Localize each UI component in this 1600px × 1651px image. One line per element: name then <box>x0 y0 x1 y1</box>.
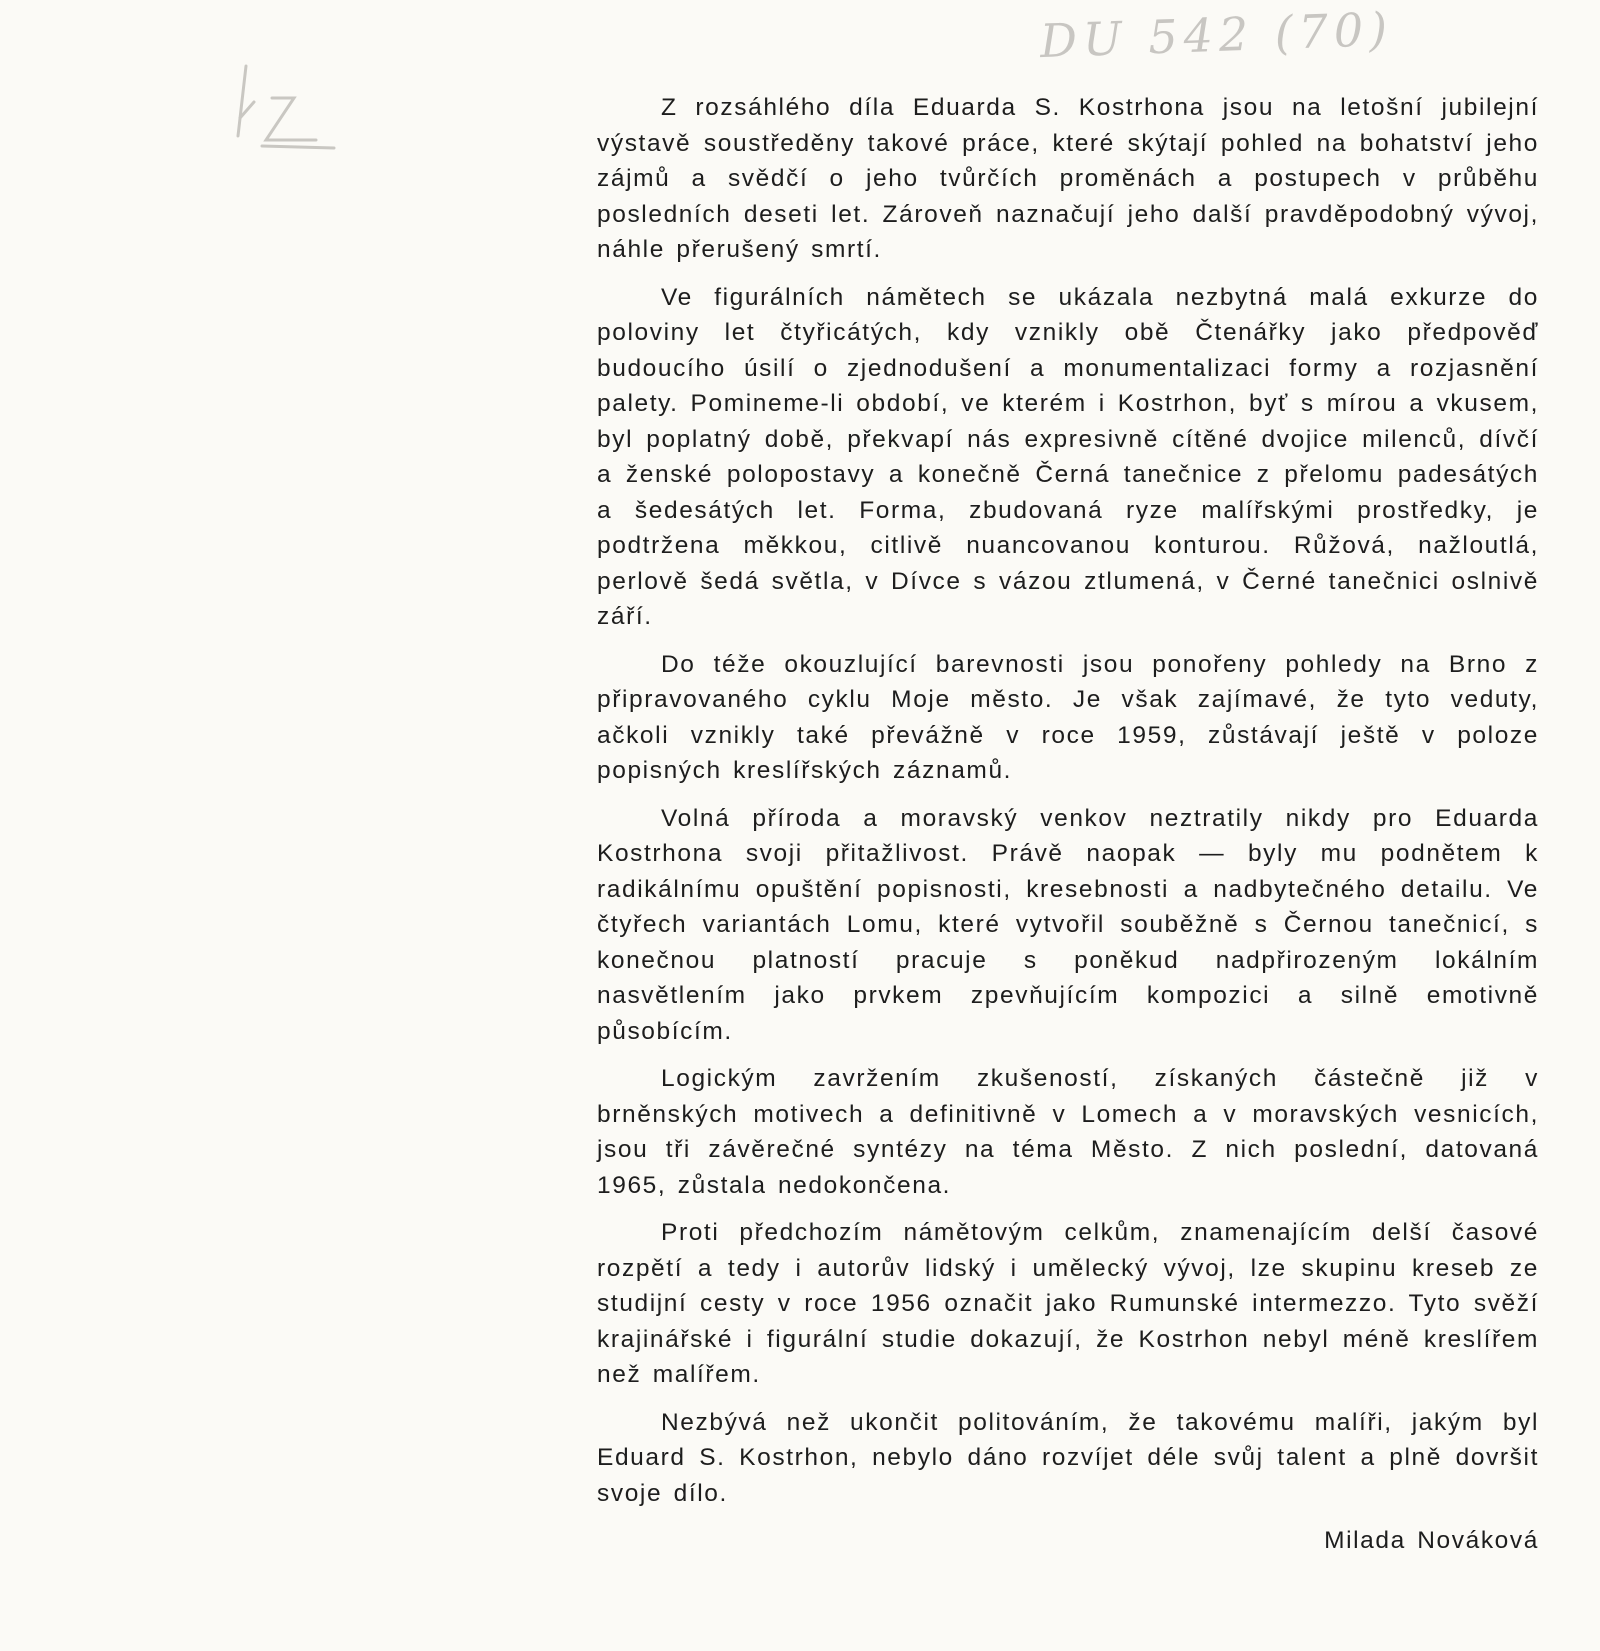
article-body <box>597 90 1539 1559</box>
paragraph-1: Z rozsáhlého díla Eduarda S. Kostrhona jsou na letošní jubilejní výstavě soustředěny takové práce, které skýtají pohled na bohatství jeho zájmů a svědčí o jeho tvůrčích proměnách a postupech v průběhu posledních deseti let. Zároveň naznačují jeho další pravděpodobný vývoj, náhle přerušený smrtí. <box>597 94 1539 263</box>
paragraph-5: Logickým zavržením zkušeností, získaných částečně již v brněnských motivech a definitivně v Lomech a v moravských vesnicích, jsou tři závěrečné syntézy na téma Město. Z nich poslední, datovaná 1965, zůstala nedokončena. <box>597 1065 1539 1199</box>
paragraph-3: Do téže okouzlující barevnosti jsou ponořeny pohledy na Brno z připravovaného cyklu Moje město. Je však zajímavé, že tyto veduty, ačkoli vznikly také převážně v roce 1959, zůstávají ještě v poloze popisných kreslířských záznamů. <box>597 650 1539 784</box>
paragraph-4: Volná příroda a moravský venkov neztratily nikdy pro Eduarda Kostrhona svoji přitažlivost. Právě naopak — byly mu podnětem k radikálnímu opuštění popisnosti, kresebnosti a nadbytečného detailu. Ve čtyřech variantách Lomu, které vytvořil souběžně s Černou tanečnicí, s konečnou platností pracuje s poněkud nadpřirozeným lokálním nasvětlením jako prvkem zpevňujícím kompozici a silně emotivně působícím. <box>597 804 1539 1045</box>
handwritten-margin-mark <box>232 58 342 158</box>
author-signature: Milada Nováková <box>1324 1527 1539 1554</box>
paragraph-6: Proti předchozím námětovým celkům, znamenajícím delší časové rozpětí a tedy i autorův lidský i umělecký vývoj, lze skupinu kreseb ze studijní cesty v roce 1956 označit jako Rumunské intermezzo. Tyto svěží krajinářské i figurální studie dokazují, že Kostrhon nebyl méně kreslířem než malířem. <box>597 1219 1539 1388</box>
handwritten-catalog-mark: DU 542 (70) <box>1039 1 1394 69</box>
paragraph-7: Nezbývá než ukončit politováním, že takovému malíři, jakým byl Eduard S. Kostrhon, nebylo dáno rozvíjet déle svůj talent a plně dovršit svoje dílo. <box>597 1408 1539 1507</box>
paragraph-2: Ve figurálních námětech se ukázala nezbytná malá exkurze do poloviny let čtyřicátých, kdy vznikly obě Čtenářky jako předpověď budoucího úsilí o zjednodušení a monumentalizaci formy a rozjasnění palety. Pomineme-li období, ve kterém i Kostrhon, byť s mírou a vkusem, byl poplatný době, překvapí nás expresivně cítěné dvojice milenců, dívčí a ženské polopostavy a konečně Černá tanečnice z přelomu padesátých a šedesátých let. Forma, zbudovaná ryze malířskými prostředky, je podtržena měkkou, citlivě nuancovanou konturou. Růžová, nažloutlá, perlově šedá světla, v Dívce s vázou ztlumená, v Černé tanečnici oslnivě září. <box>597 283 1539 630</box>
